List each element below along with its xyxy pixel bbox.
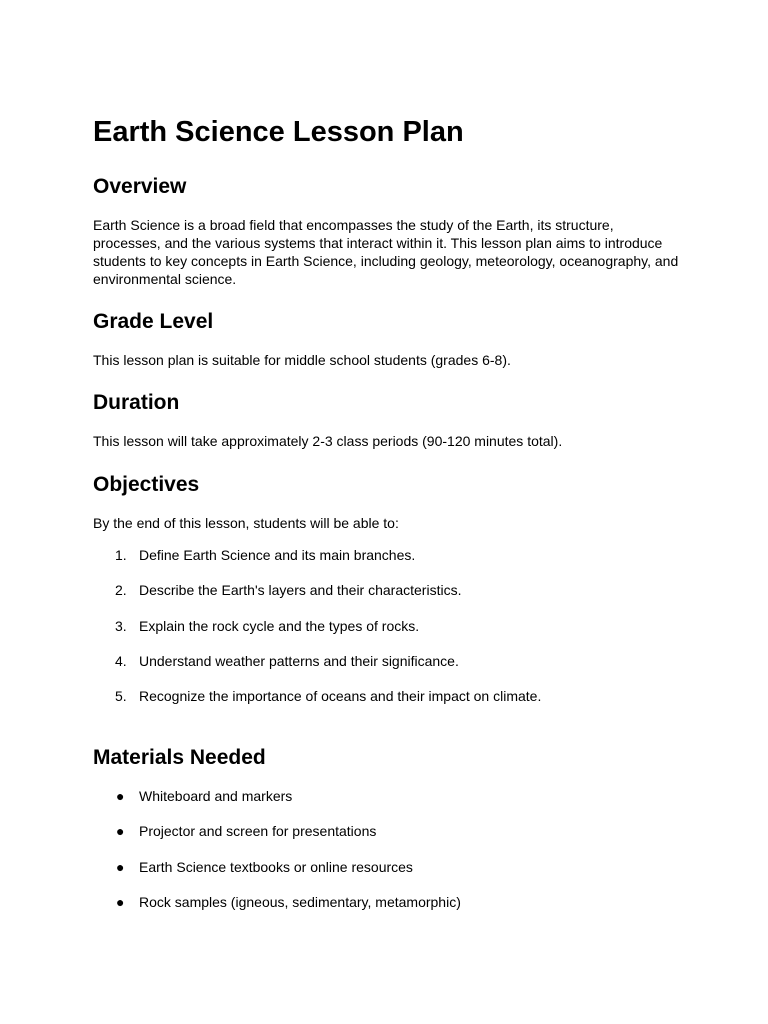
overview-heading: Overview bbox=[93, 175, 187, 198]
bullet-icon: ● bbox=[116, 788, 125, 804]
list-item bbox=[93, 822, 683, 857]
list-item-text: Projector and screen for presentations bbox=[139, 823, 377, 840]
list-item bbox=[93, 652, 683, 687]
list-item bbox=[93, 858, 683, 893]
list-item-text: Understand weather patterns and their significance. bbox=[139, 652, 459, 669]
list-number: 4. bbox=[115, 652, 127, 669]
list-number: 2. bbox=[115, 582, 127, 599]
list-item bbox=[93, 617, 683, 652]
materials-heading: Materials Needed bbox=[93, 746, 266, 769]
list-item bbox=[93, 581, 683, 616]
document-title: Earth Science Lesson Plan bbox=[93, 116, 464, 148]
bullet-icon: ● bbox=[116, 858, 125, 875]
objectives-heading: Objectives bbox=[93, 473, 200, 496]
list-item bbox=[93, 546, 683, 581]
list-number: 3. bbox=[115, 617, 127, 634]
bullet-icon: ● bbox=[116, 893, 125, 910]
materials-list bbox=[93, 787, 683, 928]
bullet-icon: ● bbox=[116, 823, 125, 840]
list-item-text: Whiteboard and markers bbox=[139, 788, 293, 804]
overview-text: Earth Science is a broad field that encompasses the study of the Earth, its structure, processes, and the various systems that interact within it. This lesson plan aims to introduce students to key concepts in Earth Science, including geology, meteorology, oceanography, and environmental science. bbox=[93, 217, 679, 287]
list-item bbox=[93, 893, 683, 928]
list-number: 5. bbox=[115, 688, 127, 705]
duration-heading: Duration bbox=[93, 391, 180, 414]
duration-text: This lesson will take approximately 2-3 class periods (90-120 minutes total). bbox=[93, 433, 563, 449]
list-item-text: Explain the rock cycle and the types of rocks. bbox=[139, 617, 420, 634]
list-item bbox=[93, 787, 683, 822]
objectives-list bbox=[93, 546, 683, 722]
list-item-text: Define Earth Science and its main branches. bbox=[139, 547, 416, 563]
list-item-text: Rock samples (igneous, sedimentary, metamorphic) bbox=[139, 893, 461, 910]
list-number: 1. bbox=[115, 547, 127, 563]
list-item-text: Describe the Earth's layers and their characteristics. bbox=[139, 582, 462, 599]
grade-level-heading: Grade Level bbox=[93, 310, 214, 333]
objectives-intro: By the end of this lesson, students will be able to: bbox=[93, 515, 399, 531]
list-item bbox=[93, 687, 683, 722]
list-item-text: Recognize the importance of oceans and their impact on climate. bbox=[139, 688, 542, 705]
list-item-text: Earth Science textbooks or online resources bbox=[139, 858, 413, 875]
grade-level-text: This lesson plan is suitable for middle school students (grades 6-8). bbox=[93, 352, 511, 368]
